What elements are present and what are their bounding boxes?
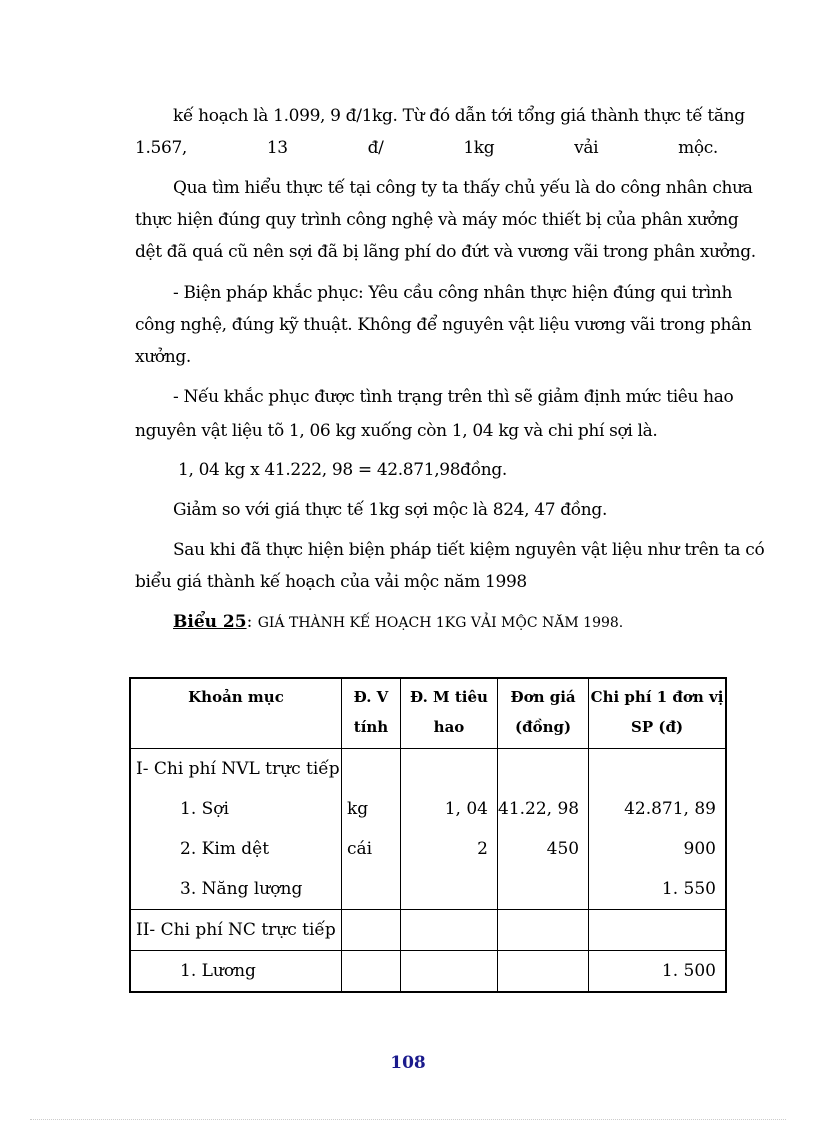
word: đ/ xyxy=(367,138,384,158)
item-unit: cái xyxy=(347,839,373,859)
paragraph-line: Qua tìm hiểu thực tế tại công ty ta thấy chủ yếu là do công nhân chưa xyxy=(173,178,753,198)
item-price: 41.22, 98 xyxy=(498,799,580,819)
item-name-cell xyxy=(130,951,342,993)
word: 1.567, xyxy=(135,138,187,158)
paragraph-line: kế hoạch là 1.099, 9 đ/1kg. Từ đó dẫn tới tổng giá thành thực tế tăng xyxy=(173,106,745,126)
paragraph-line: xưởng. xyxy=(135,347,191,367)
header-text: Khoản mục xyxy=(188,688,284,706)
paragraph-line: - Nếu khắc phục được tình trạng trên thì sẽ giảm định mức tiêu hao xyxy=(173,387,734,407)
item-norm xyxy=(401,869,488,909)
header-text: Đ. V xyxy=(353,688,389,706)
section-title: II- Chi phí NC trực tiếp xyxy=(136,920,336,940)
item-name: 1. Lương xyxy=(180,961,256,981)
item-cost: 1. 500 xyxy=(661,961,716,981)
header-text: Chi phí 1 đơn vị xyxy=(590,688,724,706)
table-row xyxy=(130,749,726,910)
item-norm xyxy=(401,951,488,991)
footer-divider xyxy=(30,1119,786,1120)
header-cell xyxy=(401,678,498,749)
item-name: 3. Năng lượng xyxy=(180,879,303,899)
caption-title: GIÁ THÀNH KẾ HOẠCH 1KG VẢI MỘC NĂM 1998. xyxy=(257,615,624,631)
word: 1kg xyxy=(463,138,495,158)
item-norm: 2 xyxy=(477,839,488,859)
header-text: SP (đ) xyxy=(631,718,684,736)
item-price: 450 xyxy=(546,839,580,859)
item-cost: 42.871, 89 xyxy=(624,799,716,819)
section-title: I- Chi phí NVL trực tiếp xyxy=(136,759,340,779)
page-number: 108 xyxy=(390,1053,426,1073)
item-price xyxy=(498,951,579,991)
header-text: hao xyxy=(433,718,465,736)
paragraph-line: nguyên vật liệu tõ 1, 06 kg xuống còn 1, 04 kg và chi phí sợi là. xyxy=(135,421,658,441)
item-unit xyxy=(347,869,400,909)
item-name: 1. Sợi xyxy=(180,799,229,819)
header-cell xyxy=(498,678,589,749)
header-text: Đ. M tiêu xyxy=(410,688,488,706)
header-cell xyxy=(589,678,726,749)
paragraph-line: thực hiện đúng quy trình công nghệ và máy móc thiết bị của phân xưởng xyxy=(135,210,739,230)
table-caption xyxy=(173,612,623,633)
item-unit xyxy=(347,951,400,991)
paragraph-line: dệt đã quá cũ nên sợi đã bị lãng phí do đứt và vương vãi trong phân xưởng. xyxy=(135,242,756,262)
item-cost-cell xyxy=(589,951,726,993)
paragraph-justified-line xyxy=(135,138,718,158)
norm-column xyxy=(401,749,498,910)
word: vải xyxy=(574,138,599,158)
header-text: (đồng) xyxy=(515,718,572,736)
item-name: 2. Kim dệt xyxy=(180,839,270,859)
header-cell xyxy=(342,678,401,749)
item-norm: 1, 04 xyxy=(444,799,488,819)
item-cost: 1. 550 xyxy=(661,879,716,899)
table-header-row xyxy=(130,678,726,749)
price-column xyxy=(498,749,589,910)
item-column xyxy=(130,749,342,910)
unit-column xyxy=(342,749,401,910)
word: 13 xyxy=(266,138,288,158)
cost-column xyxy=(589,749,726,910)
formula-line: 1, 04 kg x 41.222, 98 = 42.871,98đồng. xyxy=(178,460,507,480)
item-price xyxy=(498,869,579,909)
cost-table xyxy=(129,677,727,993)
section-title-cell xyxy=(130,910,342,951)
paragraph-line: Sau khi đã thực hiện biện pháp tiết kiệm nguyên vật liệu như trên ta có xyxy=(173,540,765,560)
paragraph-line: biểu giá thành kế hoạch của vải mộc năm 1998 xyxy=(135,572,527,592)
item-cost: 900 xyxy=(683,839,716,859)
paragraph-line: công nghệ, đúng kỹ thuật. Không để nguyên vật liệu vương vãi trong phân xyxy=(135,315,752,335)
table-row xyxy=(130,951,726,993)
table-row xyxy=(130,910,726,951)
item-unit: kg xyxy=(347,799,369,819)
paragraph-line: - Biện pháp khắc phục: Yêu cầu công nhân thực hiện đúng qui trình xyxy=(173,283,733,303)
paragraph-line: Giảm so với giá thực tế 1kg sợi mộc là 824, 47 đồng. xyxy=(173,500,607,520)
word: mộc. xyxy=(678,138,718,158)
header-text: Đơn giá xyxy=(510,688,576,706)
header-cell xyxy=(130,678,342,749)
caption-separator: : xyxy=(246,612,258,632)
caption-label: Biểu 25 xyxy=(173,612,247,632)
header-text: tính xyxy=(353,718,389,736)
